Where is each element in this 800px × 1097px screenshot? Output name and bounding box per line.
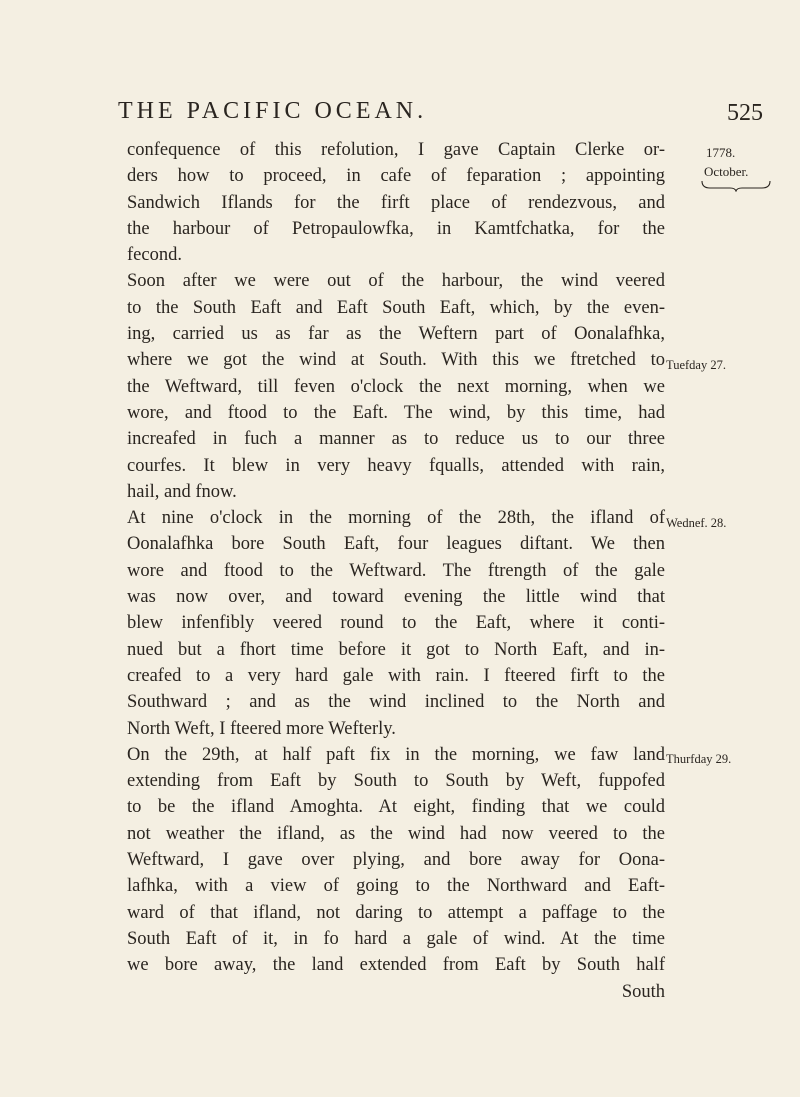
text-line: South Eaft of it, in fo hard a gale of wind. At the time (127, 928, 665, 949)
text-line: blew infenfibly veered round to the Eaft, where it conti- (127, 613, 665, 634)
text-line: hail, and fnow. (127, 481, 237, 502)
text-line: ders how to proceed, in cafe of feparation ; appointing (127, 166, 665, 187)
text-line: ing, carried us as far as the Weftern part of Oonalafhka, (127, 324, 665, 345)
running-title: THE PACIFIC OCEAN. (118, 98, 428, 124)
margin-note-tuesday: Tuefday 27. (666, 358, 726, 372)
text-line: ward of that ifland, not daring to attempt a paffage to the (127, 902, 665, 923)
text-line: not weather the ifland, as the wind had now veered to the (127, 823, 665, 844)
text-line: wore and ftood to the Weftward. The ftrength of the gale (127, 560, 665, 581)
margin-month: October. (704, 164, 749, 179)
text-line: lafhka, with a view of going to the Northward and Eaft- (127, 876, 665, 897)
text-line: courfes. It blew in very heavy fqualls, attended with rain, (127, 455, 665, 476)
text-line: increafed in fuch a manner as to reduce us to our three (127, 429, 665, 450)
text-line: where we got the wind at South. With this we ftretched to (127, 350, 665, 371)
text-line: Oonalafhka bore South Eaft, four leagues diftant. We then (127, 534, 665, 555)
text-line: was now over, and toward evening the little wind that (127, 587, 665, 608)
text-line: confequence of this refolution, I gave Captain Clerke or- (127, 140, 665, 160)
text-line: to the South Eaft and Eaft South Eaft, which, by the even- (127, 297, 665, 318)
margin-brace-icon (700, 180, 772, 192)
body-text (127, 137, 665, 1005)
margin-note-wednesday: Wednef. 28. (666, 516, 727, 530)
text-line: On the 29th, at half paft fix in the morning, we faw land (127, 744, 665, 765)
text-line: fecond. (127, 245, 182, 266)
text-line: Southward ; and as the wind inclined to the North and (127, 692, 665, 713)
text-line: Soon after we were out of the harbour, the wind veered (127, 271, 665, 292)
text-line: nued but a fhort time before it got to North Eaft, and in- (127, 639, 665, 660)
page-number: 525 (727, 100, 763, 126)
text-line: to be the ifland Amoghta. At eight, finding that we could (127, 797, 665, 818)
text-line: extending from Eaft by South to South by Weft, fuppofed (127, 771, 665, 792)
text-line: the Weftward, till feven o'clock the next morning, when we (127, 376, 665, 397)
text-line: Weftward, I gave over plying, and bore away for Oona- (127, 850, 665, 871)
text-line: Sandwich Iflands for the firft place of rendezvous, and (127, 192, 665, 213)
text-line: we bore away, the land extended from Eaft by South half (127, 955, 665, 976)
catchword: South (621, 981, 665, 1002)
text-line: creafed to a very hard gale with rain. I fteered firft to the (127, 665, 665, 686)
text-line: At nine o'clock in the morning of the 28th, the ifland of (127, 508, 665, 529)
text-line: North Weft, I fteered more Wefterly. (127, 718, 396, 739)
margin-note-thursday: Thurfday 29. (666, 752, 732, 766)
text-line: wore, and ftood to the Eaft. The wind, by this time, had (127, 402, 665, 423)
margin-year: 1778. (706, 145, 736, 160)
text-line: the harbour of Petropaulowfka, in Kamtfchatka, for the (127, 218, 665, 239)
